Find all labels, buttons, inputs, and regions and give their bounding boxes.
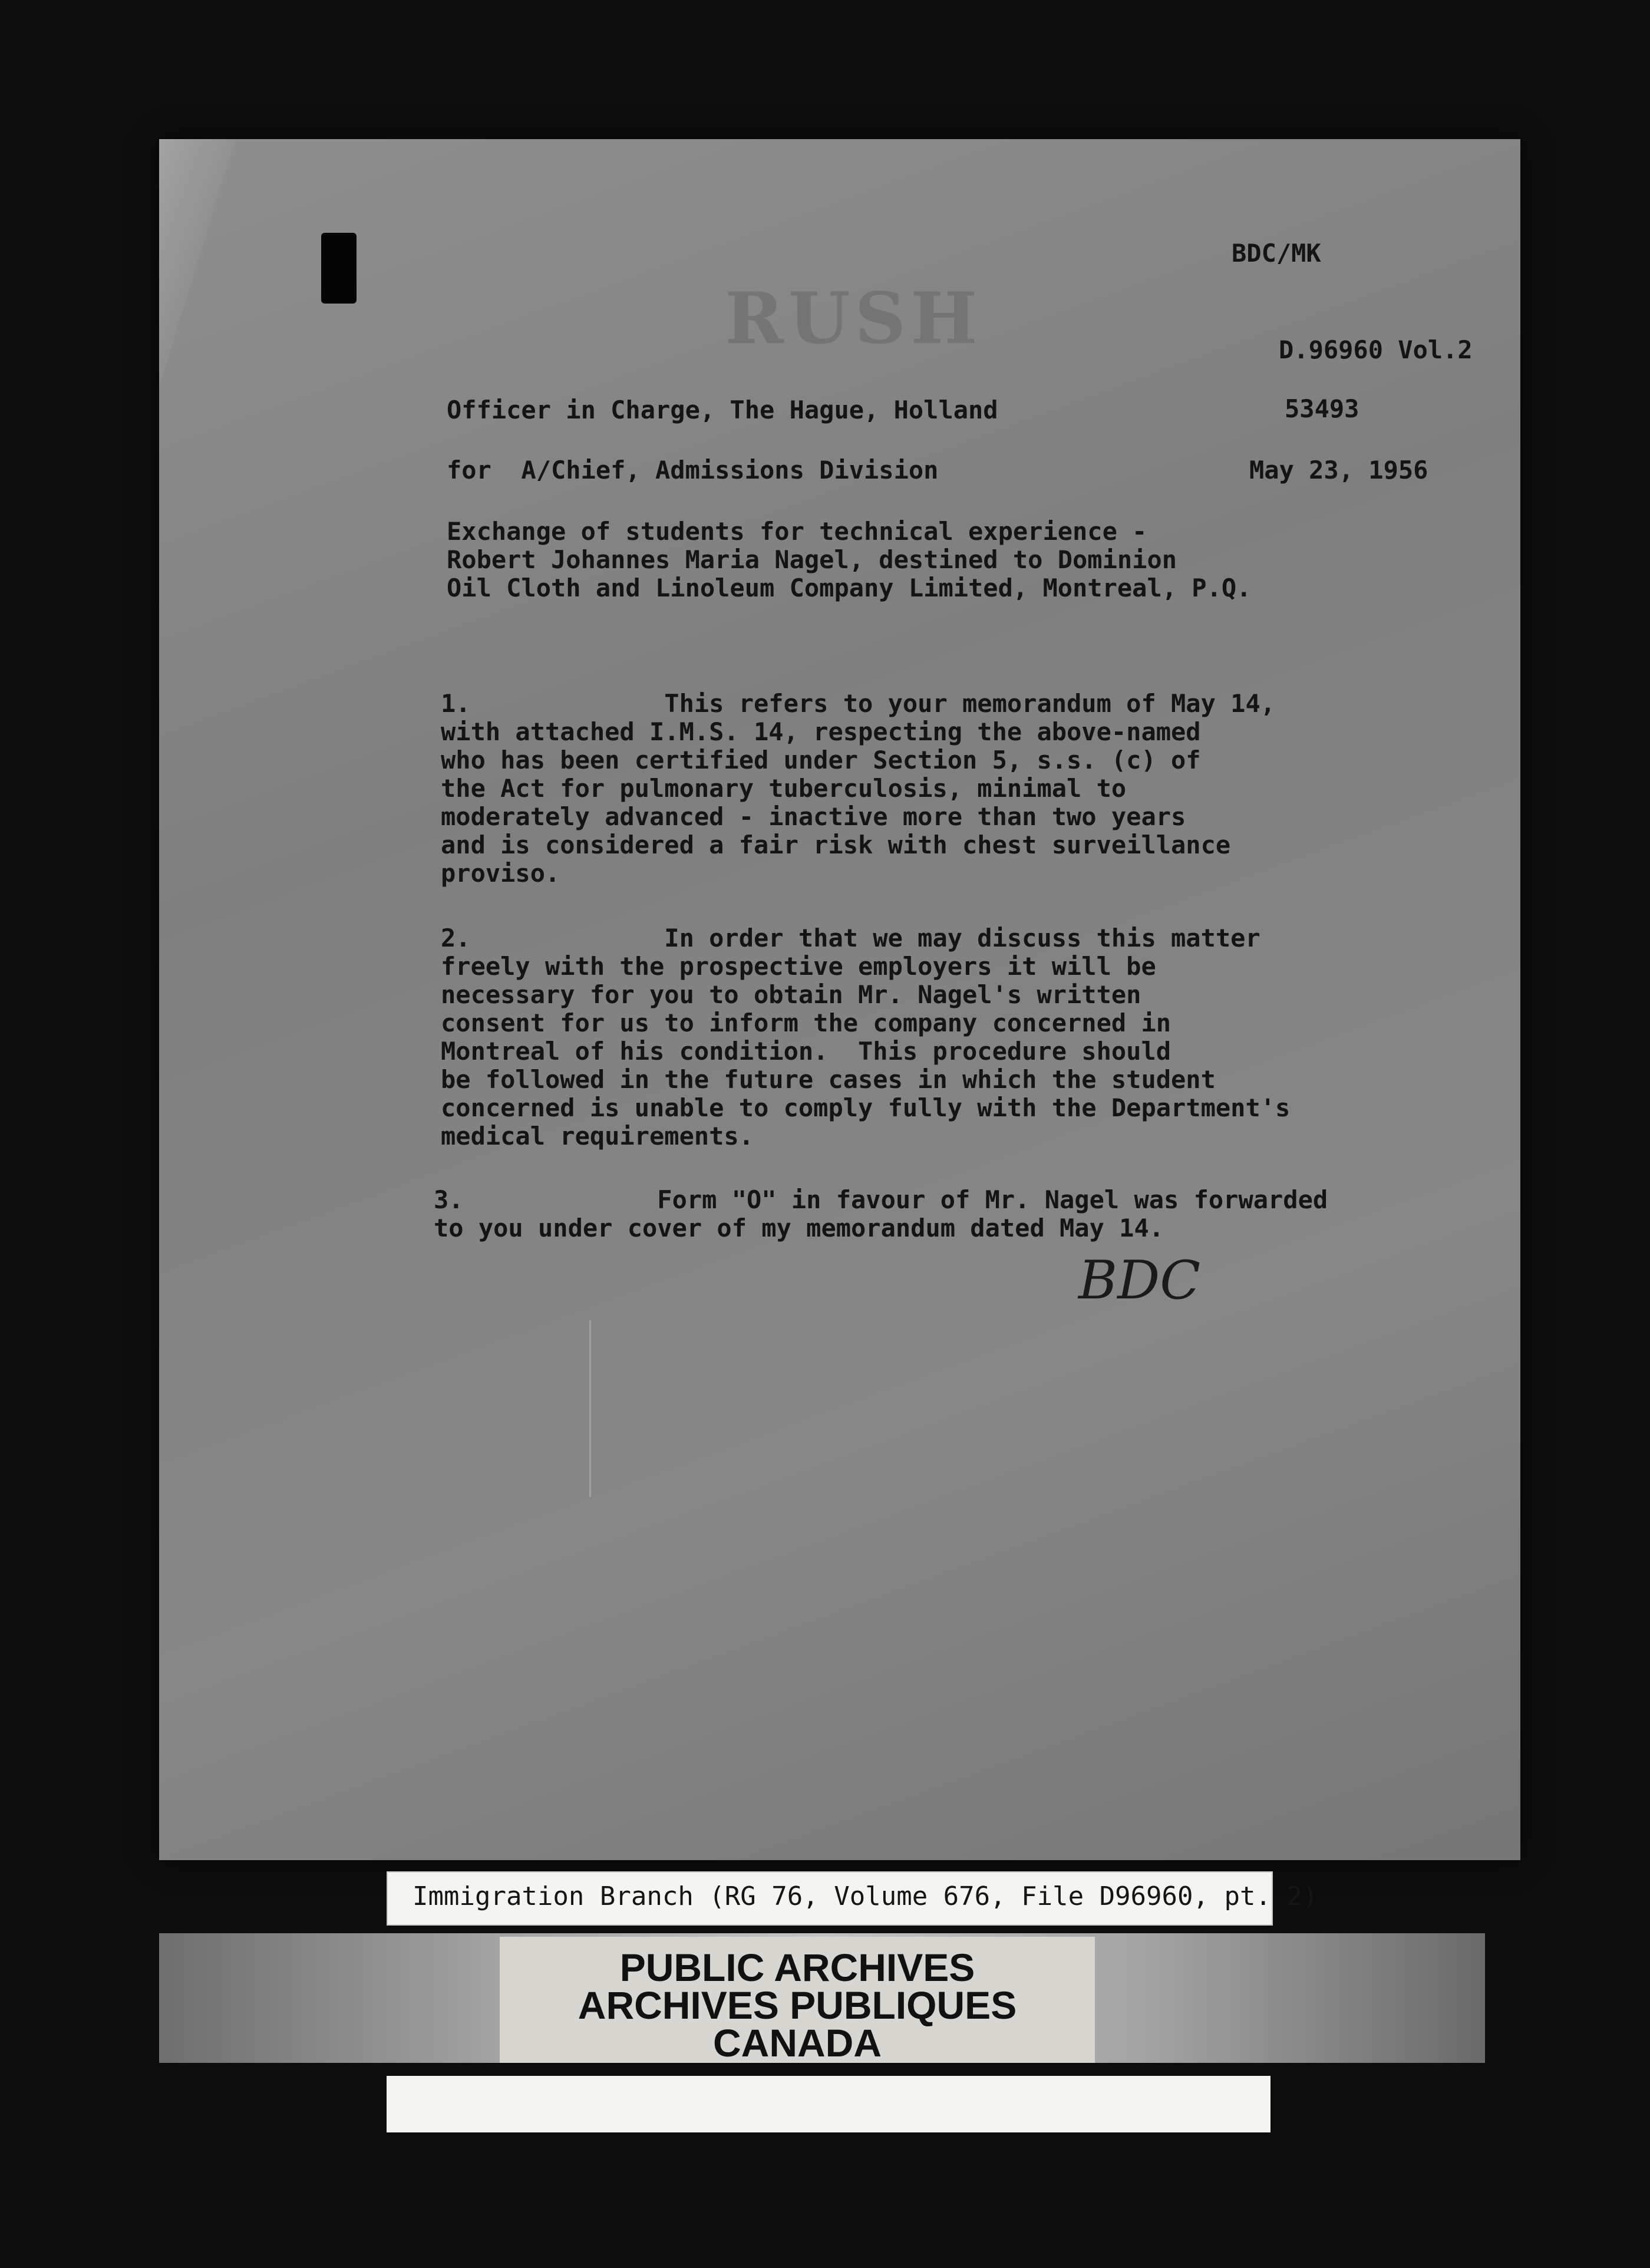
punch-hole — [321, 233, 357, 304]
file-number-secondary: 53493 — [1285, 394, 1359, 423]
archives-label-line-2: ARCHIVES PUBLIQUES — [578, 1983, 1017, 2027]
paragraph-1: 1. This refers to your memorandum of May 14, with attached I.M.S. 14, respecting the above-named who has been certified under Section 5, s.s. (c) of the Act for pulmonary tuberculosis, minimal to moderately advanced - inactive more than two years and is considered a fair risk with chest surveillance proviso. — [441, 689, 1276, 888]
archive-caption: Immigration Branch (RG 76, Volume 676, File D96960, pt. 2) — [412, 1881, 1318, 1911]
paragraph-2: 2. In order that we may discuss this matter freely with the prospective employers it will be necessary for you to obtain Mr. Nagel's written consent for us to inform the company concerned in Montreal of his condition. This procedure should be followed in the future cases in which the student concerned is unable to comply fully with the Department's medical requirements. — [441, 924, 1291, 1151]
subject-block: Exchange of students for technical experience - Robert Johannes Maria Nagel, destined to Dominion Oil Cloth and Linoleum Company Limited, Montreal, P.Q. — [447, 517, 1252, 602]
archives-label — [500, 1937, 1095, 2063]
paper-crease — [589, 1320, 591, 1497]
recipient-line: Officer in Charge, The Hague, Holland — [447, 395, 998, 424]
archives-label-line-3: CANADA — [713, 2021, 882, 2065]
bottom-bar — [387, 2076, 1270, 2132]
paragraph-3: 3. Form "O" in favour of Mr. Nagel was forwarded to you under cover of my memorandum dated May 14. — [434, 1185, 1328, 1242]
memo-date: May 23, 1956 — [1249, 456, 1428, 484]
archives-label-line-1: PUBLIC ARCHIVES — [619, 1946, 975, 1989]
initials-reference: BDC/MK — [1232, 239, 1321, 268]
rush-stamp: RUSH — [725, 277, 982, 360]
sender-line: for A/Chief, Admissions Division — [447, 456, 939, 484]
handwritten-initials: BDC — [1078, 1250, 1201, 1311]
file-number: D.96960 Vol.2 — [1279, 335, 1473, 364]
